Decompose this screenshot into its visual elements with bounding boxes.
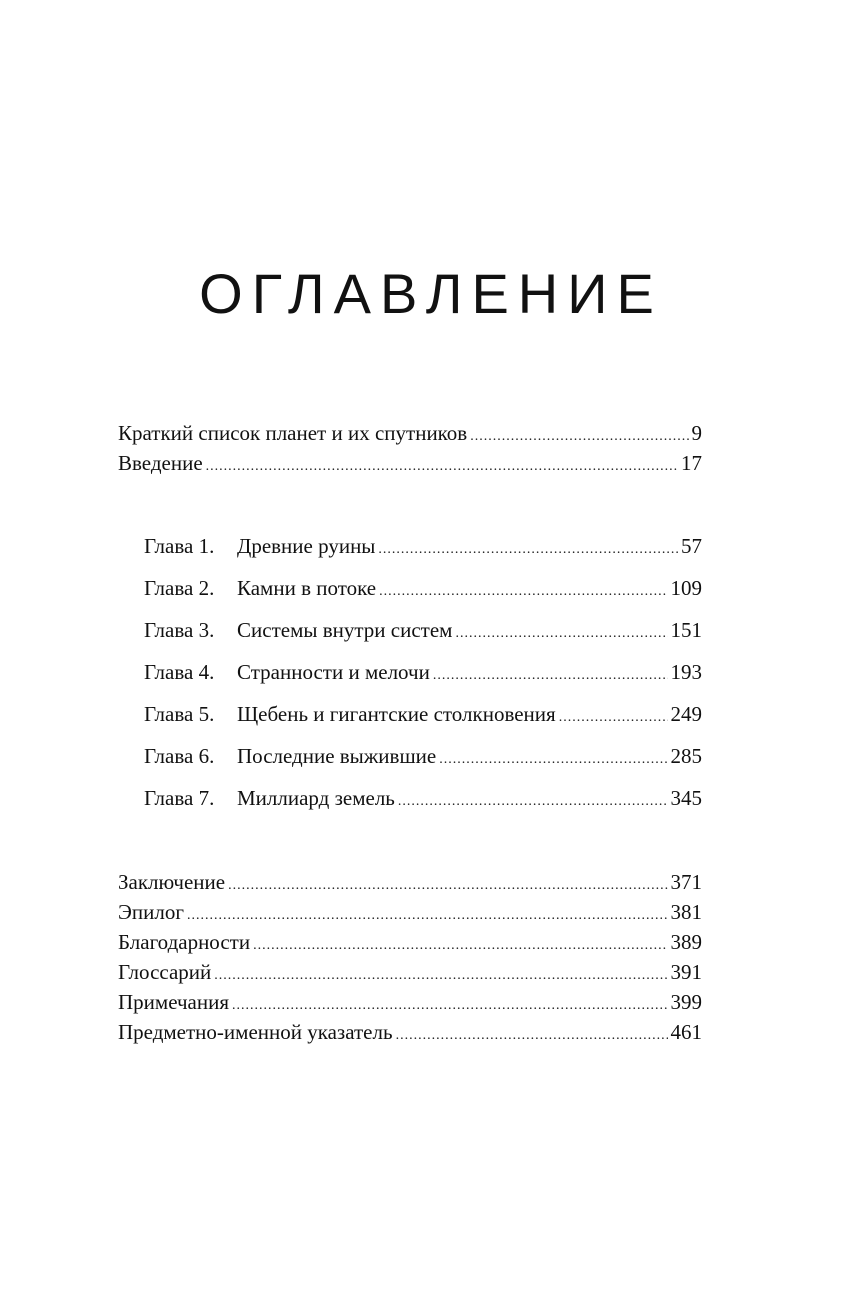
toc-entry-back-6[interactable] — [118, 1018, 702, 1046]
dot-leader — [214, 962, 667, 990]
toc-entry-page: 461 — [670, 1020, 702, 1044]
toc-entry-title: Системы внутри систем — [237, 618, 453, 642]
toc-entry-title: Глоссарий — [118, 960, 212, 984]
toc-entry-page: 249 — [670, 702, 702, 726]
toc-entry-page: 193 — [670, 660, 702, 684]
toc-entry-title: Предметно-именной указатель — [118, 1020, 393, 1044]
toc-entry-title: Эпилог — [118, 900, 184, 924]
dot-leader — [439, 746, 667, 774]
toc-entry-page: 57 — [681, 534, 702, 558]
toc-entry-title: Примечания — [118, 990, 230, 1014]
dot-leader — [187, 902, 668, 930]
chapter-number: Глава 3. — [144, 618, 215, 642]
toc-entry-page: 345 — [670, 786, 702, 810]
toc-entry-back-4[interactable] — [118, 958, 702, 986]
toc-entry-title: Щебень и гигантские столкновения — [237, 702, 556, 726]
toc-entry-title: Миллиард земель — [237, 786, 395, 810]
toc-entry-title: Последние выжившие — [237, 744, 437, 768]
toc-entry-page: 389 — [670, 930, 702, 954]
dot-leader — [378, 536, 678, 564]
chapter-number: Глава 4. — [144, 660, 215, 684]
dot-leader — [559, 704, 668, 732]
toc-entry-page: 17 — [681, 451, 702, 475]
toc-entry-back-2[interactable] — [118, 898, 702, 926]
chapter-number: Глава 2. — [144, 576, 215, 600]
toc-entry-title: Древние руины — [237, 534, 376, 558]
toc-entry-chapter-6[interactable] — [144, 742, 702, 770]
toc-entry-page: 151 — [670, 618, 702, 642]
toc-entry-page: 391 — [670, 960, 702, 984]
chapter-number: Глава 7. — [144, 786, 215, 810]
dot-leader — [455, 620, 667, 648]
page-title: ОГЛАВЛЕНИЕ — [199, 262, 663, 325]
chapter-number: Глава 5. — [144, 702, 215, 726]
toc-entry-front-2[interactable] — [118, 449, 702, 477]
toc-entry-page: 371 — [670, 870, 702, 894]
toc-entry-title: Камни в потоке — [237, 576, 377, 600]
dot-leader — [253, 932, 667, 960]
toc-entry-chapter-1[interactable] — [144, 532, 702, 560]
dot-leader — [398, 788, 668, 816]
toc-entry-page: 109 — [670, 576, 702, 600]
toc-entry-chapter-4[interactable] — [144, 658, 702, 686]
toc-entry-title: Странности и мелочи — [237, 660, 430, 684]
dot-leader — [232, 992, 667, 1020]
toc-entry-chapter-7[interactable] — [144, 784, 702, 812]
toc-entry-chapter-2[interactable] — [144, 574, 702, 602]
dot-leader — [228, 872, 667, 900]
toc-entry-title: Заключение — [118, 870, 226, 894]
toc-entry-page: 9 — [691, 421, 702, 445]
toc-entry-page: 381 — [670, 900, 702, 924]
toc-entry-title: Краткий список планет и их спутников — [118, 421, 468, 445]
dot-leader — [396, 1022, 668, 1050]
dot-leader — [206, 453, 678, 481]
chapter-number: Глава 6. — [144, 744, 215, 768]
dot-leader — [433, 662, 668, 690]
toc-entry-chapter-5[interactable] — [144, 700, 702, 728]
toc-entry-front-1[interactable] — [118, 419, 702, 447]
chapter-number: Глава 1. — [144, 534, 215, 558]
toc-entry-title: Благодарности — [118, 930, 251, 954]
dot-leader — [379, 578, 667, 606]
toc-entry-title: Введение — [118, 451, 203, 475]
toc-entry-back-1[interactable] — [118, 868, 702, 896]
toc-entry-page: 399 — [670, 990, 702, 1014]
dot-leader — [470, 423, 688, 451]
toc-entry-back-3[interactable] — [118, 928, 702, 956]
toc-entry-chapter-3[interactable] — [144, 616, 702, 644]
toc-entry-page: 285 — [670, 744, 702, 768]
toc-entry-back-5[interactable] — [118, 988, 702, 1016]
